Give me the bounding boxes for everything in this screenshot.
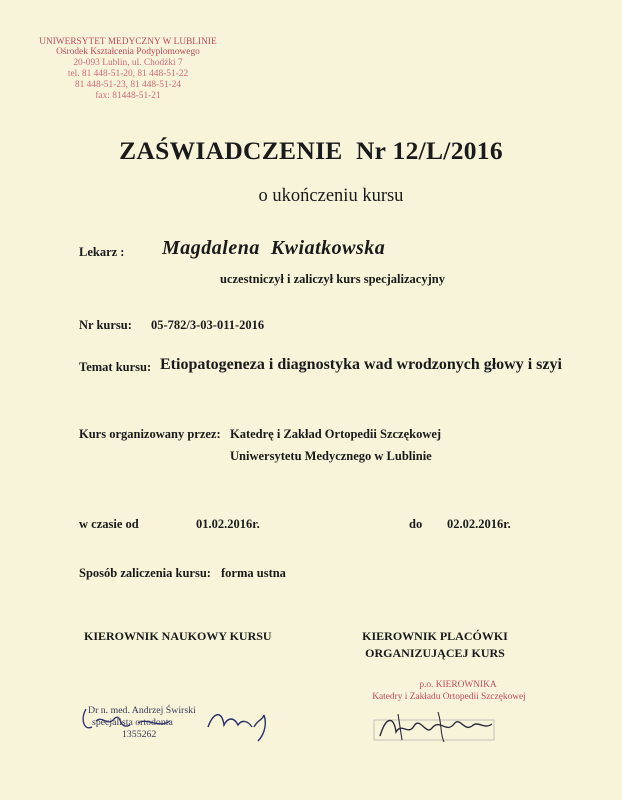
period-label: w czasie od — [79, 517, 139, 531]
signature-stamp-line: Katedry i Zakładu Ortopedii Szczękowej — [372, 692, 526, 702]
left-signature-ink — [78, 697, 288, 743]
stamp-line: fax: 81448-51-21 — [95, 91, 161, 101]
signature-stamp-line: Dr n. med. Andrzej Świrski — [88, 705, 196, 716]
institution-stamp — [28, 36, 228, 102]
completion-text: uczestniczył i zaliczył kurs specjalizacyjny — [220, 272, 445, 286]
assessment-value: forma ustna — [221, 566, 286, 580]
signature-stamp-line: specjalista ortodonta — [92, 717, 173, 728]
document-subtitle: o ukończeniu kursu — [258, 186, 404, 206]
right-signature-ink — [368, 706, 528, 750]
stamp-line: Ośrodek Kształcenia Podyplomowego — [56, 47, 200, 57]
stamp-line: tel. 81 448-51-20, 81 448-51-22 — [67, 69, 189, 79]
period-from: 01.02.2016r. — [196, 517, 260, 531]
signature-stamp-line: p.o. KIEROWNIKA — [419, 680, 497, 690]
period-to: 02.02.2016r. — [447, 517, 511, 531]
topic-value: Etiopatogeneza i diagnostyka wad wrodzonych głowy i szyi — [160, 356, 562, 373]
stamp-line: 20-093 Lublin, ul. Chodźki 7 — [73, 58, 183, 68]
doctor-label: Lekarz : — [79, 245, 125, 259]
stamp-line: UNIWERSYTET MEDYCZNY W LUBLINIE — [39, 36, 217, 46]
left-signature-stamp — [78, 697, 288, 743]
organizer-label: Kurs organizowany przez: — [79, 427, 221, 441]
assessment-label: Sposób zaliczenia kursu: — [79, 566, 211, 580]
course-number-value: 05-782/3-03-011-2016 — [151, 318, 265, 332]
facility-head-line-1: KIEROWNIK PLACÓWKI — [362, 629, 508, 643]
right-signature-stamp — [368, 680, 528, 750]
document-title: ZAŚWIADCZENIE Nr 12/L/2016 — [119, 136, 503, 165]
topic-label: Temat kursu: — [79, 360, 152, 374]
scientific-head-heading: KIEROWNIK NAUKOWY KURSU — [84, 629, 272, 643]
stamp-line: 81 448-51-23, 81 448-51-24 — [74, 80, 182, 90]
period-to-label: do — [409, 517, 423, 531]
signature-stamp-line: 1355262 — [122, 729, 157, 740]
doctor-name: Magdalena Kwiatkowska — [162, 237, 386, 259]
organizer-line-2: Uniwersytetu Medycznego w Lublinie — [230, 449, 432, 463]
facility-head-heading — [340, 628, 530, 662]
course-number-label: Nr kursu: — [79, 318, 132, 332]
facility-head-line-2: ORGANIZUJĄCEJ KURS — [365, 646, 505, 660]
organizer-line-1: Katedrę i Zakład Ortopedii Szczękowej — [230, 427, 442, 441]
